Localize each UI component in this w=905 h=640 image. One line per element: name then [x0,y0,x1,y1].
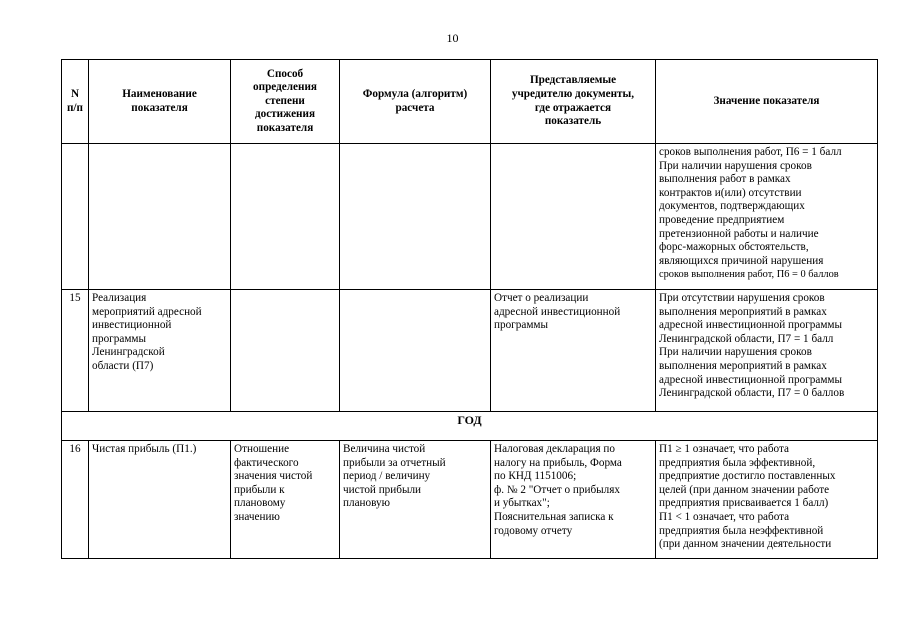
docs-cell: Налоговая декларация по налогу на прибыль, Форма по КНД 1151006; ф. № 2 "Отчет о прибылях и убытках"; Пояснительная записка к годовому отчету [491,441,656,559]
formula-cell: Величина чистой прибыли за отчетный период / величину чистой прибыли плановую [340,441,491,559]
header-method: Способ определения степени достижения показателя [231,60,340,144]
section-title: ГОД [62,412,878,441]
header-name: Наименование показателя [89,60,231,144]
header-docs: Представляемые учредителю документы, где отражается показатель [491,60,656,144]
header-value: Значение показателя [656,60,878,144]
value-cell: П1 ≥ 1 означает, что работа предприятия была эффективной, предприятие достигло поставленных целей (при данном значении работе предприятия присваивается 1 балл) П1 < 1 означает, что работа предприятия была неэффективной (при данном значении деятельности [656,441,878,559]
docs-cell: Отчет о реализации адресной инвестиционной программы [491,290,656,412]
header-num: N п/п [62,60,89,144]
header-formula: Формула (алгоритм) расчета [340,60,491,144]
row-number: 16 [62,441,89,559]
indicators-table [61,59,878,559]
indicator-name: Реализация мероприятий адресной инвестиционной программы Ленинградской области (П7) [89,290,231,412]
table-row [62,441,878,559]
method-cell [231,290,340,412]
value-cell: сроков выполнения работ, П6 = 1 балл При наличии нарушения сроков выполнения работ в рамках контрактов и(или) отсутствии документов, подтверждающих проведение предприятием претензионной работы и наличие форс-мажорных обстоятельств, являющихся причиной нарушения сроков выполнения работ, П6 = 0 баллов [656,144,878,290]
section-row [62,412,878,441]
page-number: 10 [446,31,459,45]
method-cell: Отношение фактического значения чистой прибыли к плановому значению [231,441,340,559]
value-cell: При отсутствии нарушения сроков выполнения мероприятий в рамках адресной инвестиционной программы Ленинградской области, П7 = 1 балл При наличии нарушения сроков выполнения мероприятий в рамках адресной инвестиционной программы Ленинградской области, П7 = 0 баллов [656,290,878,412]
table-row [62,290,878,412]
formula-cell [340,290,491,412]
table-row [62,144,878,290]
indicator-name: Чистая прибыль (П1.) [89,441,231,559]
table-header-row [62,60,878,144]
row-number: 15 [62,290,89,412]
